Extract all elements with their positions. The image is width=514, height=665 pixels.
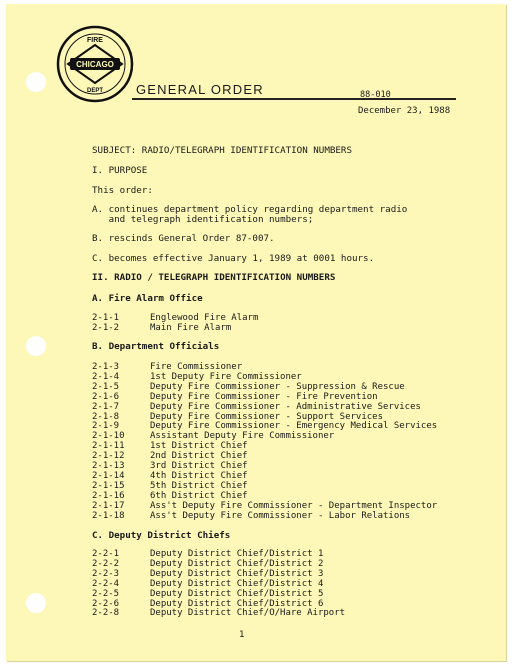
- seal-text-middle: CHICAGO: [76, 60, 114, 69]
- id-code: 2-1-16: [92, 490, 125, 501]
- header-rule: [132, 98, 456, 100]
- id-code: 2-2-6: [92, 598, 120, 609]
- id-label: Deputy District Chief/District 1: [150, 549, 324, 559]
- id-label: Deputy District Chief/District 2: [150, 558, 324, 569]
- id-label: Deputy District Chief/District 6: [150, 598, 324, 609]
- id-label: Deputy Fire Commissioner - Administrative Services: [150, 401, 421, 412]
- id-code: 2-1-6: [92, 391, 120, 402]
- id-code: 2-2-8: [92, 608, 120, 619]
- id-label: 1st District Chief: [150, 441, 248, 452]
- id-label: Deputy District Chief/O/Hare Airport: [150, 608, 346, 619]
- page-number: 1: [239, 630, 245, 640]
- id-code: 2-2-5: [92, 588, 120, 599]
- id-code: 2-1-13: [92, 461, 125, 472]
- deputy-district-list: [92, 550, 345, 619]
- id-code: 2-1-5: [92, 381, 120, 392]
- id-code: 2-1-7: [92, 401, 120, 412]
- order-number: 88-010: [360, 90, 391, 100]
- id-label: Main Fire Alarm: [150, 322, 232, 333]
- fire-alarm-list: [92, 314, 258, 334]
- purpose-item-b: B. rescinds General Order 87-007.: [92, 233, 275, 244]
- id-label: 4th District Chief: [150, 470, 248, 481]
- id-code: 2-1-17: [92, 500, 125, 511]
- officials-heading: B. Department Officials: [92, 341, 220, 352]
- id-code: 2-1-15: [92, 480, 125, 491]
- id-code: 2-2-3: [92, 568, 120, 579]
- id-code: 2-1-2: [92, 322, 120, 333]
- fire-department-seal: [56, 25, 134, 103]
- id-label: 2nd District Chief: [150, 451, 248, 462]
- id-label: 1st Deputy Fire Commissioner: [150, 371, 302, 382]
- seal-text-top: FIRE: [87, 37, 103, 44]
- id-label: Deputy Fire Commissioner - Emergency Medical Services: [150, 421, 438, 432]
- list-item: [92, 462, 437, 472]
- officials-list: [92, 363, 437, 522]
- id-code: 2-1-18: [92, 510, 125, 521]
- list-item: [92, 609, 345, 619]
- purpose-intro: This order:: [92, 185, 153, 196]
- id-code: 2-2-4: [92, 578, 120, 589]
- id-label: Ass't Deputy Fire Commissioner - Labor Relations: [150, 510, 411, 521]
- id-label: Assistant Deputy Fire Commissioner: [150, 431, 335, 442]
- id-label: 3rd District Chief: [150, 461, 248, 472]
- id-label: Ass't Deputy Fire Commissioner - Department Inspector: [150, 500, 438, 511]
- deputy-district-heading: C. Deputy District Chiefs: [92, 530, 231, 541]
- seal-text-bottom: DEPT: [86, 88, 104, 94]
- document-page: [6, 4, 506, 661]
- id-label: Fire Commissioner: [150, 362, 243, 372]
- id-code: 2-1-1: [92, 313, 120, 323]
- id-label: 5th District Chief: [150, 480, 248, 491]
- id-label: Deputy District Chief/District 5: [150, 588, 324, 599]
- fire-alarm-heading: A. Fire Alarm Office: [92, 293, 203, 304]
- id-label: Deputy Fire Commissioner - Fire Prevention: [150, 391, 378, 402]
- id-code: 2-1-8: [92, 411, 120, 422]
- id-label: Deputy Fire Commissioner - Suppression & Rescue: [150, 381, 405, 392]
- subject-line: SUBJECT: RADIO/TELEGRAPH IDENTIFICATION NUMBERS: [92, 145, 352, 156]
- id-code: 2-1-11: [92, 441, 125, 452]
- id-code: 2-2-1: [92, 549, 120, 559]
- punch-hole: [26, 593, 46, 613]
- purpose-item-c: C. becomes effective January 1, 1989 at 0001 hours.: [92, 253, 375, 264]
- id-code: 2-2-2: [92, 558, 120, 569]
- purpose-item-a: A. continues department policy regarding department radio and telegraph identification numbers;: [92, 204, 408, 225]
- punch-hole: [26, 336, 46, 356]
- list-item: [92, 432, 437, 442]
- id-code: 2-1-3: [92, 362, 120, 372]
- punch-hole: [26, 72, 46, 92]
- list-item: [92, 442, 437, 452]
- order-date: December 23, 1988: [358, 106, 451, 116]
- id-code: 2-1-9: [92, 421, 120, 432]
- id-code: 2-1-10: [92, 431, 125, 442]
- list-item: [92, 472, 437, 482]
- purpose-heading: I. PURPOSE: [92, 165, 148, 176]
- id-label: Deputy Fire Commissioner - Support Services: [150, 411, 383, 422]
- id-code: 2-1-12: [92, 451, 125, 462]
- id-label: Deputy District Chief/District 3: [150, 568, 324, 579]
- id-label: Deputy District Chief/District 4: [150, 578, 324, 589]
- document-title: GENERAL ORDER: [136, 82, 264, 97]
- list-item: [92, 324, 258, 334]
- id-label: Englewood Fire Alarm: [150, 313, 259, 323]
- list-item: [92, 452, 437, 462]
- id-code: 2-1-4: [92, 371, 120, 382]
- section-2-heading: II. RADIO / TELEGRAPH IDENTIFICATION NUMBERS: [92, 272, 336, 283]
- list-item: [92, 482, 437, 492]
- id-label: 6th District Chief: [150, 490, 248, 501]
- list-item: [92, 512, 437, 522]
- id-code: 2-1-14: [92, 470, 125, 481]
